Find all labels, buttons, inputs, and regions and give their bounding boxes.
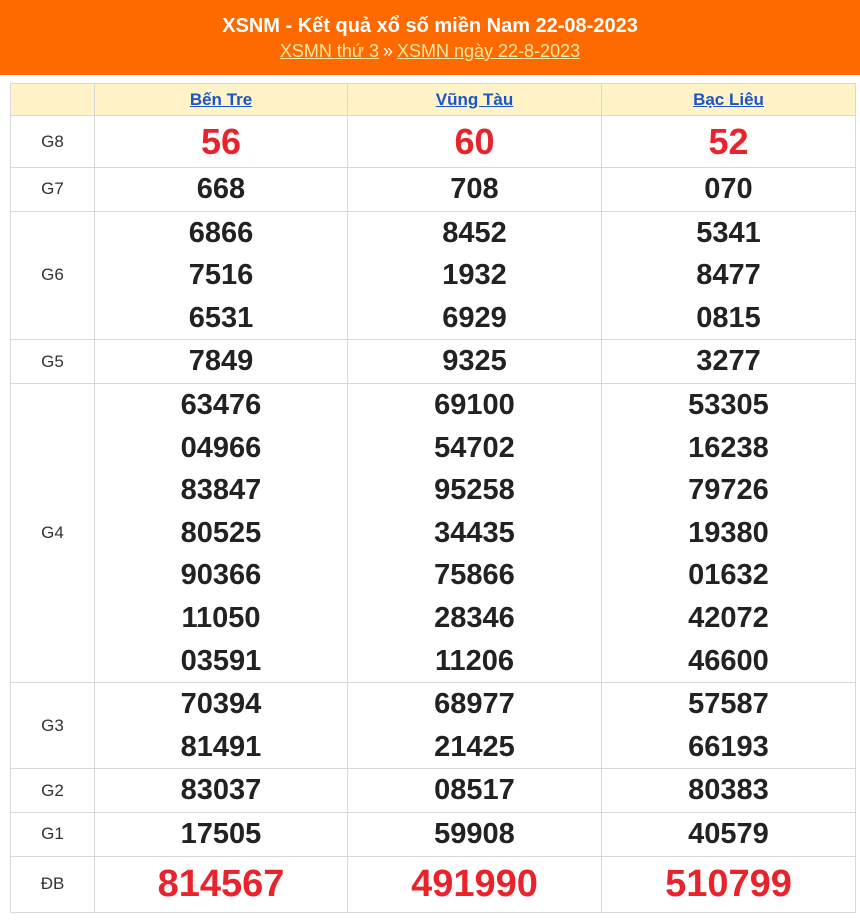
breadcrumb [0,40,860,62]
prize-cell [348,769,602,813]
link-xsmn-thu-3[interactable]: XSMN thứ 3 [279,41,379,61]
prize-row-g5 [11,340,856,384]
prize-cell [95,812,348,856]
prize-number: 70394 [180,688,262,721]
prize-label: G2 [11,769,95,813]
prize-number: 16238 [688,431,769,464]
province-link-bac-lieu[interactable]: Bạc Liêu [693,89,764,109]
prize-number: 6866 [188,216,254,249]
prize-label: G5 [11,340,95,384]
prize-number: 34435 [434,516,515,549]
prize-label: G1 [11,812,95,856]
province-link-ben-tre[interactable]: Bến Tre [189,89,253,109]
prize-cell [348,856,602,912]
prize-label: ĐB [11,856,95,912]
province-link-vung-tau[interactable]: Vũng Tàu [435,89,514,109]
prize-cell [348,168,602,212]
prize-number: 6929 [442,301,507,334]
prize-cell [348,116,602,168]
header-corner [11,84,95,116]
prize-label: G8 [11,116,95,168]
prize-number: 81491 [180,730,262,763]
prize-number: 668 [196,173,246,205]
prize-cell [95,383,348,682]
prize-number: 8452 [442,216,507,249]
prize-number: 66193 [688,730,769,763]
prize-number: 90366 [180,559,262,592]
prize-number: 491990 [411,862,538,905]
prize-cell [602,211,856,340]
prize-number: 0815 [696,301,761,334]
prize-number: 28346 [434,601,515,634]
prize-number: 79726 [688,474,769,507]
prize-cell [602,812,856,856]
prize-cell [602,683,856,769]
prize-number: 83847 [180,474,262,507]
prize-cell [602,383,856,682]
prize-number: 46600 [688,644,769,677]
prize-cell [95,769,348,813]
prize-number: 1932 [442,259,507,292]
prize-number: 83037 [180,774,262,807]
prize-cell [95,856,348,912]
prize-cell [602,168,856,212]
prize-label: G7 [11,168,95,212]
prize-row-g1 [11,812,856,856]
prize-number: 5341 [696,216,761,249]
prize-number: 08517 [434,774,515,807]
prize-number: 54702 [434,431,515,464]
prize-number: 070 [704,173,753,205]
prize-number: 60 [454,121,495,162]
prize-number: 01632 [688,559,769,592]
prize-number: 708 [450,173,499,205]
prize-number: 7849 [188,345,254,378]
prize-number: 19380 [688,516,769,549]
prize-cell [602,856,856,912]
prize-cell [95,683,348,769]
prize-number: 80525 [180,516,262,549]
prize-cell [95,211,348,340]
prize-number: 69100 [434,388,515,421]
prize-number: 40579 [688,817,769,850]
prize-label: G3 [11,683,95,769]
prize-number: 03591 [180,644,262,677]
prize-row-g3 [11,683,856,769]
prize-number: 56 [200,121,242,162]
prize-number: 814567 [157,862,285,905]
prize-cell [348,812,602,856]
prize-number: 57587 [688,688,769,721]
prize-cell [348,683,602,769]
province-header-row [11,84,856,116]
page-header [0,0,860,75]
prize-cell [602,340,856,384]
prize-number: 3277 [696,345,761,378]
prize-cell [95,116,348,168]
prize-cell [348,383,602,682]
prize-number: 11206 [434,644,515,677]
prize-label: G4 [11,383,95,682]
prize-label: G6 [11,211,95,340]
prize-cell [602,769,856,813]
prize-number: 52 [708,121,749,162]
prize-number: 42072 [688,601,769,634]
prize-row-g8 [11,116,856,168]
prize-cell [95,168,348,212]
prize-row-g2 [11,769,856,813]
prize-number: 9325 [442,345,507,378]
prize-number: 510799 [665,862,792,905]
province-header [95,84,348,116]
prize-number: 04966 [180,431,262,464]
prize-number: 59908 [434,817,515,850]
province-header [602,84,856,116]
prize-number: 11050 [181,601,261,634]
prize-number: 7516 [188,259,254,292]
prize-number: 21425 [434,730,515,763]
prize-row-g6 [11,211,856,340]
prize-cell [602,116,856,168]
results-table [10,83,856,913]
link-xsmn-date[interactable]: XSMN ngày 22-8-2023 [397,41,581,61]
prize-row-g7 [11,168,856,212]
province-header [348,84,602,116]
prize-row-g4 [11,383,856,682]
prize-number: 53305 [688,388,769,421]
breadcrumb-separator: » [382,41,393,61]
prize-number: 75866 [434,559,515,592]
prize-number: 95258 [434,474,515,507]
prize-number: 17505 [180,817,262,850]
prize-cell [348,211,602,340]
page-title: XSNM - Kết quả xổ số miền Nam 22-08-2023 [222,15,638,37]
prize-number: 63476 [180,388,262,421]
prize-number: 68977 [434,688,515,721]
prize-cell [95,340,348,384]
prize-cell [348,340,602,384]
prize-number: 80383 [688,774,769,807]
prize-number: 8477 [696,259,761,292]
prize-row-db [11,856,856,912]
prize-number: 6531 [188,301,254,334]
